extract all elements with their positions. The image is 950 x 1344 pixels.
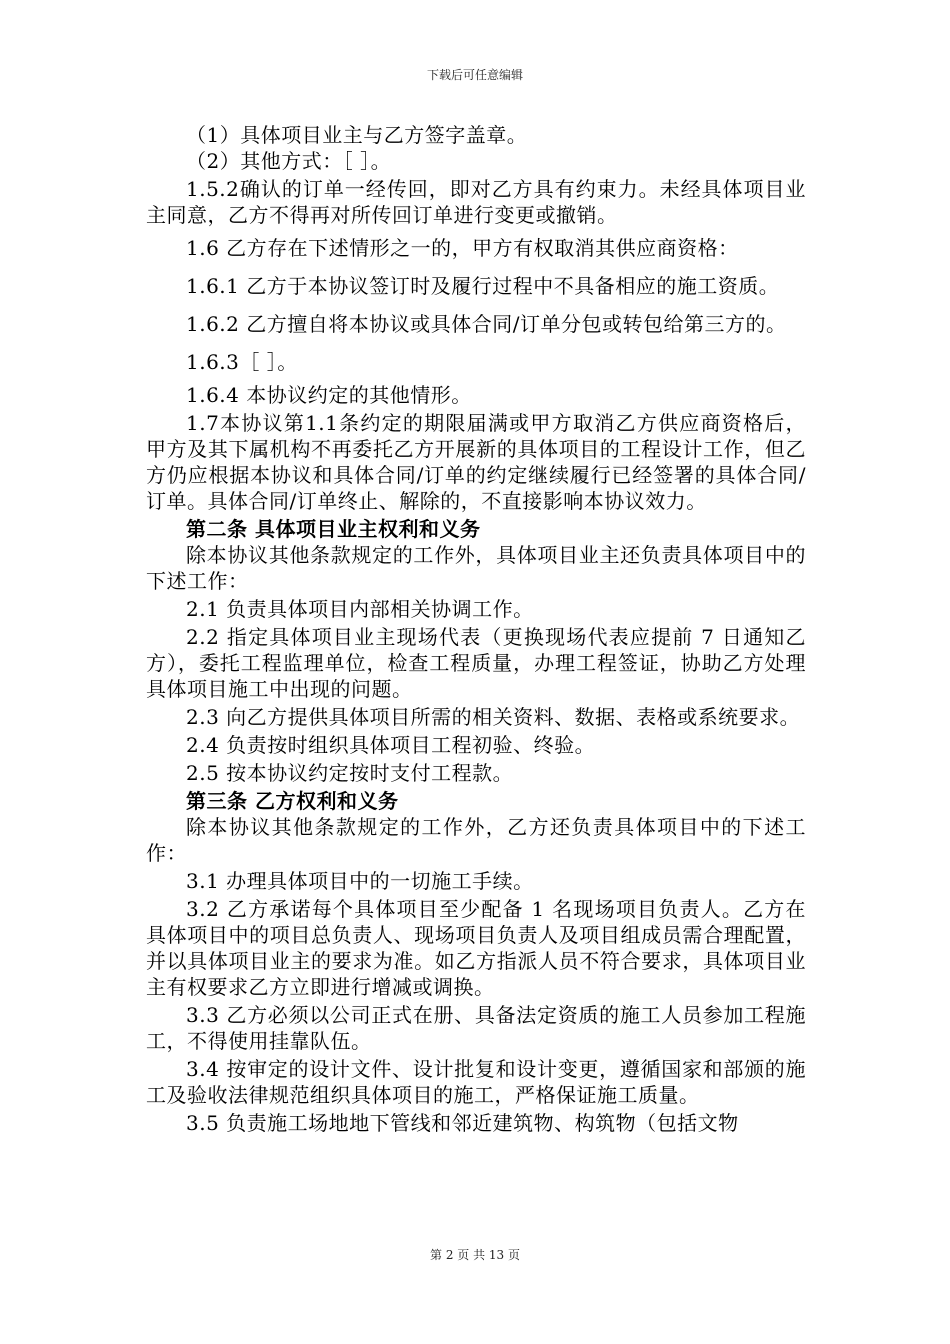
paragraph: 2.3 向乙方提供具体项目所需的相关资料、数据、表格或系统要求。 — [186, 705, 801, 729]
paragraph: 3.3 乙方必须以公司正式在册、具备法定资质的施工人员参加工程施工，不得使用挂靠队伍。 — [146, 1003, 806, 1053]
paragraph: 2.4 负责按时组织具体项目工程初验、终验。 — [186, 733, 596, 757]
page-footer: 第 2 页 共 13 页 — [430, 1248, 520, 1262]
paragraph: 除本协议其他条款规定的工作外，乙方还负责具体项目中的下述工作： — [146, 815, 806, 865]
document-body — [146, 122, 806, 1138]
paragraph: 1.6.1 乙方于本协议签订时及履行过程中不具备相应的施工资质。 — [186, 274, 780, 298]
paragraph: （1）具体项目业主与乙方签字盖章。 — [186, 123, 528, 147]
paragraph: （2）其他方式：［ ］。 — [186, 149, 392, 173]
paragraph: 1.5.2确认的订单一经传回，即对乙方具有约束力。未经具体项目业主同意，乙方不得再对所传回订单进行变更或撤销。 — [146, 177, 806, 227]
paragraph: 1.6.2 乙方擅自将本协议或具体合同/订单分包或转包给第三方的。 — [186, 312, 787, 336]
paragraph: 1.6 乙方存在下述情形之一的，甲方有权取消其供应商资格： — [186, 236, 739, 260]
paragraph: 3.5 负责施工场地地下管线和邻近建筑物、构筑物（包括文物 — [186, 1111, 739, 1135]
paragraph: 1.6.4 本协议约定的其他情形。 — [186, 383, 472, 407]
paragraph: 3.2 乙方承诺每个具体项目至少配备 1 名现场项目负责人。乙方在具体项目中的项目总负责人、现场项目负责人及项目组成员需合理配置，并以具体项目业主的要求为准。如乙方指派人员不符合要求，具体项目业主有权要求乙方立即进行增减或调换。 — [146, 897, 806, 999]
page-header: 下载后可任意编辑 — [426, 68, 523, 82]
paragraph: 3.1 办理具体项目中的一切施工手续。 — [186, 869, 534, 893]
paragraph: 2.2 指定具体项目业主现场代表（更换现场代表应提前 7 日通知乙方），委托工程监理单位，检查工程质量，办理工程签证，协助乙方处理具体项目施工中出现的问题。 — [146, 625, 806, 701]
paragraph: 2.1 负责具体项目内部相关协调工作。 — [186, 597, 534, 621]
section-heading: 第三条 乙方权利和义务 — [186, 789, 399, 813]
paragraph: 除本协议其他条款规定的工作外，具体项目业主还负责具体项目中的下述工作： — [146, 543, 806, 593]
section-heading: 第二条 具体项目业主权利和义务 — [186, 517, 481, 541]
paragraph: 1.6.3［ ］。 — [186, 350, 298, 374]
paragraph: 3.4 按审定的设计文件、设计批复和设计变更，遵循国家和部颁的施工及验收法律规范组织具体项目的施工，严格保证施工质量。 — [146, 1057, 806, 1107]
paragraph: 2.5 按本协议约定按时支付工程款。 — [186, 761, 514, 785]
paragraph: 1.7本协议第1.1条约定的期限届满或甲方取消乙方供应商资格后，甲方及其下属机构不再委托乙方开展新的具体项目的工程设计工作，但乙方仍应根据本协议和具体合同/订单的约定继续履行已经签署的具体合同/订单。具体合同/订单终止、解除的，不直接影响本协议效力。 — [146, 411, 806, 513]
